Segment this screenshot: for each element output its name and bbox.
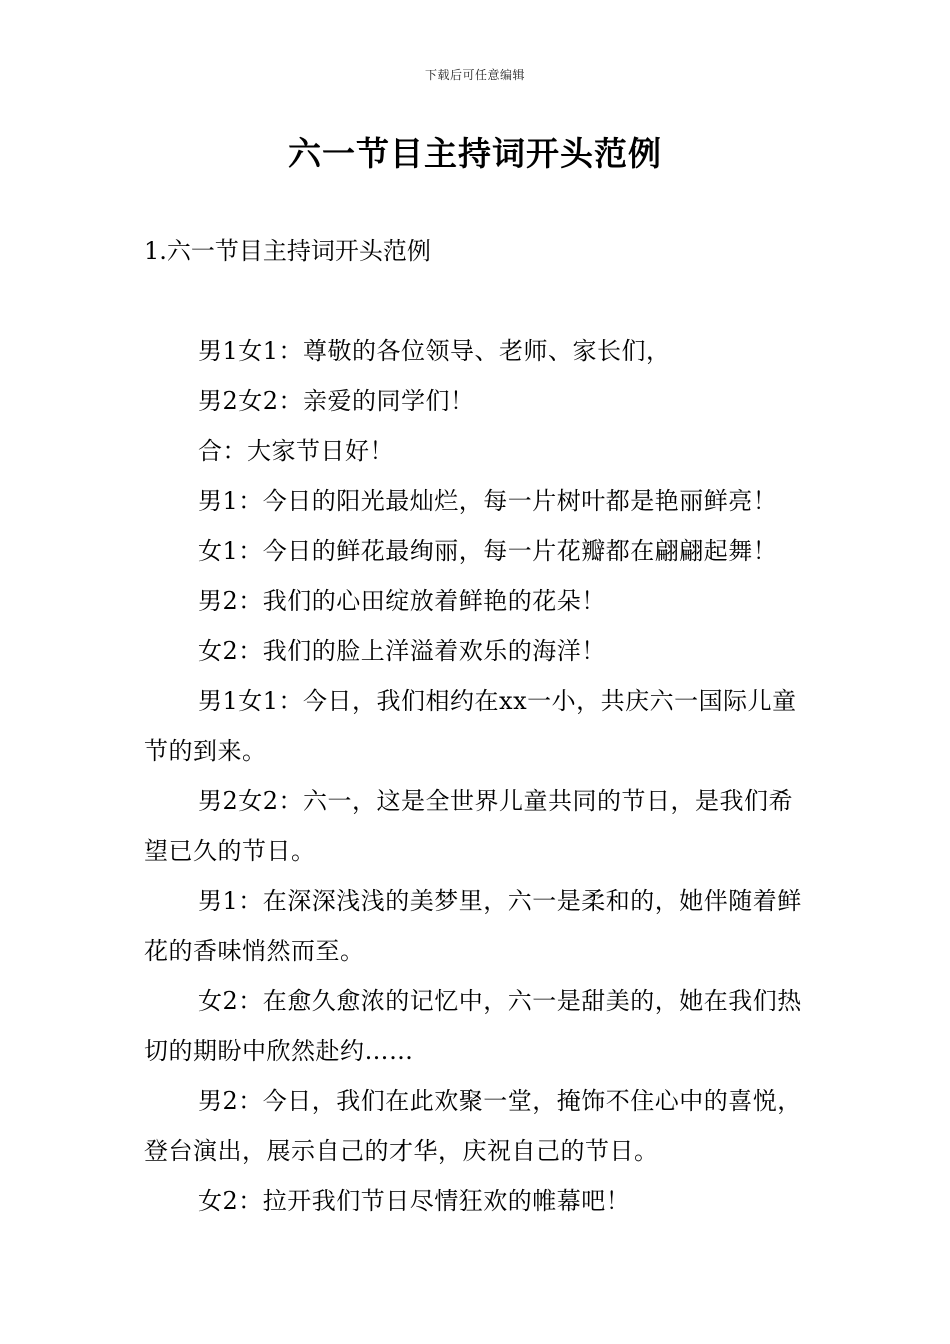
paragraph: 女1：今日的鲜花最绚丽，每一片花瓣都在翩翩起舞！ [198, 537, 778, 565]
paragraph: 男2：今日，我们在此欢聚一堂，掩饰不住心中的喜悦，登台演出，展示自己的才华，庆祝自己的节日。 [144, 1087, 802, 1165]
paragraph: 男1女1：今日，我们相约在xx一小，共庆六一国际儿童节的到来。 [144, 687, 797, 765]
document-body [144, 326, 812, 1226]
paragraph: 女2：我们的脸上洋溢着欢乐的海洋！ [198, 637, 606, 665]
header-note: 下载后可任意编辑 [424, 68, 525, 82]
paragraph: 合：大家节日好！ [198, 437, 394, 465]
document-title: 六一节目主持词开头范例 [288, 134, 662, 173]
paragraph: 女2：拉开我们节日尽情狂欢的帷幕吧！ [198, 1187, 631, 1215]
paragraph: 男2女2：六一，这是全世界儿童共同的节日，是我们希望已久的节日。 [144, 787, 794, 865]
section-heading: 1.六一节目主持词开头范例 [144, 237, 431, 265]
paragraph: 男1：在深深浅浅的美梦里，六一是柔和的，她伴随着鲜花的香味悄然而至。 [144, 887, 802, 965]
paragraph: 男1：今日的阳光最灿烂，每一片树叶都是艳丽鲜亮！ [198, 487, 778, 515]
paragraph: 男2女2：亲爱的同学们！ [198, 387, 475, 415]
paragraph: 女2：在愈久愈浓的记忆中，六一是甜美的，她在我们热切的期盼中欣然赴约…… [144, 987, 802, 1065]
paragraph: 男1女1：尊敬的各位领导、老师、家长们， [198, 337, 671, 365]
paragraph: 男2：我们的心田绽放着鲜艳的花朵！ [198, 587, 606, 615]
